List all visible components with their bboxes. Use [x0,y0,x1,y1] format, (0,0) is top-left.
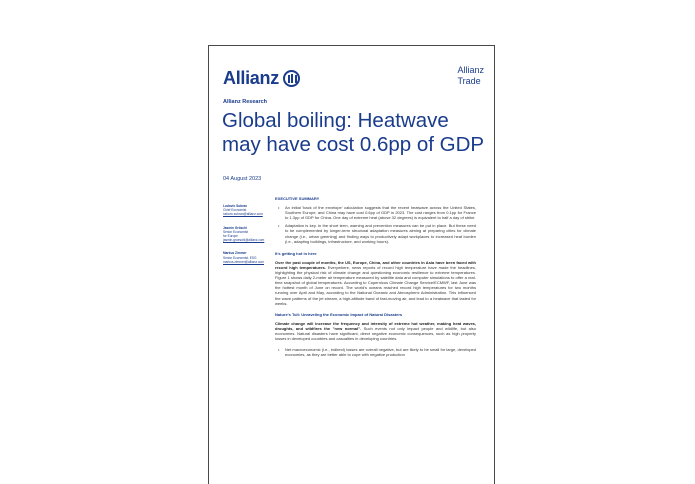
brand-line-1: Allianz [457,65,484,75]
hot-paragraph [275,260,476,306]
author-name: Jasmin Gröschl [223,225,247,230]
hot-heading: It's getting hot in here [275,250,317,256]
exec-bullet-1: • An initial 'back of the envelope' calculation suggests that the recent heatwave across the United States, Southern Europe, and China may have cost 0.6pp of GDP in 2023. The cost ranges from 0.1pp for France to 1.3pp of GDP for China. One day of extreme heat (above 32 degrees) is equivalent to half a day of strike. [275,205,476,220]
author-role: Senior Economist [223,229,248,234]
exec-bullet-2: • Adaptation is key. In the short term, warning and prevention measures can be put in place. But these need to be complemented by longer-term structural adaptation measures aiming at preparing cities for climate change (i.e., urban greening) and finding ways to productively adapt workplaces to increased heat burden (i.e., adapting buildings, infrastructure, and working hours). [275,223,476,243]
author-role-2: for Europe [223,234,238,239]
brand-line-2: Trade [457,76,481,86]
author-role: Senior Economist, ESG [223,255,257,260]
author-name: Ludovic Subran [223,204,248,208]
page-title: Global boiling: Heatwave may have cost 0.6pp of GDP [222,109,485,156]
toll-bullet: • Net macroeconomic (i.e., indirect) losses are overall negative, but are likely to be small for large, developed economies, as they are better able to cope with negative production [275,347,476,357]
document-page [208,45,495,484]
logo-wordmark: Allianz [223,68,279,88]
author-1 [223,204,275,217]
hot-text: Everywhere, news reports of record high temperature have made the headlines, highlighting the physical risk of climate change and questioning economic resilience to extreme temperatures. Figure 1 shows daily 2-meter air temperature measured by satellite data and computer simulations to offer a real-time snapshot of global temperatures. According to Copernicus Climate Change Service/ECMWF, last June was the hottest month of June on record. The world's oceans reached record high temperatures for two months running over April and May, according to the National Oceanic and Atmospheric Administration. This influenced the wave patterns of the jet stream, a high-altitude band of fast-moving air, and lead to a heatwave that lasted for weeks. [275,264,476,306]
author-3 [223,251,275,264]
author-name: Markus Zimmer [223,251,247,256]
author-email-link[interactable]: jasmin.groeschl@allianz.com [223,238,265,243]
author-role: Chief Economist [223,208,247,213]
section-label: Allianz Research [223,99,268,105]
toll-lead: Climate change will increase the frequency and intensity of extreme hot weather, making heat waves, droughts, and wildfires the "new normal". [275,320,476,331]
body-text [275,196,476,360]
toll-heading: Nature's Toll: Unraveling the Economic Impact of Natural Disasters [275,311,403,317]
author-list [223,204,275,273]
author-email-link[interactable]: markus.zimmer@allianz.com [223,259,264,264]
exec-summary-heading: EXECUTIVE SUMMARY [275,196,320,201]
allianz-logo [223,68,300,89]
toll-text: Such events not only impact people and wildlife, but also economies. Natural disasters have significant, direct negative economic consequences, such as high property losses in developed countries and casualties in developing countries. [275,325,476,342]
author-email-link[interactable]: ludovic.subran@allianz.com [223,212,263,217]
allianz-eagle-icon [283,70,300,87]
allianz-trade-brand [457,65,484,87]
publication-date: 04 August 2023 [223,176,262,182]
hot-lead: Over the past couple of months, the US, Europe, China, and other countries in Asia have been faced with record high temperatures. [275,259,476,270]
author-2 [223,226,275,243]
toll-paragraph [275,321,476,341]
